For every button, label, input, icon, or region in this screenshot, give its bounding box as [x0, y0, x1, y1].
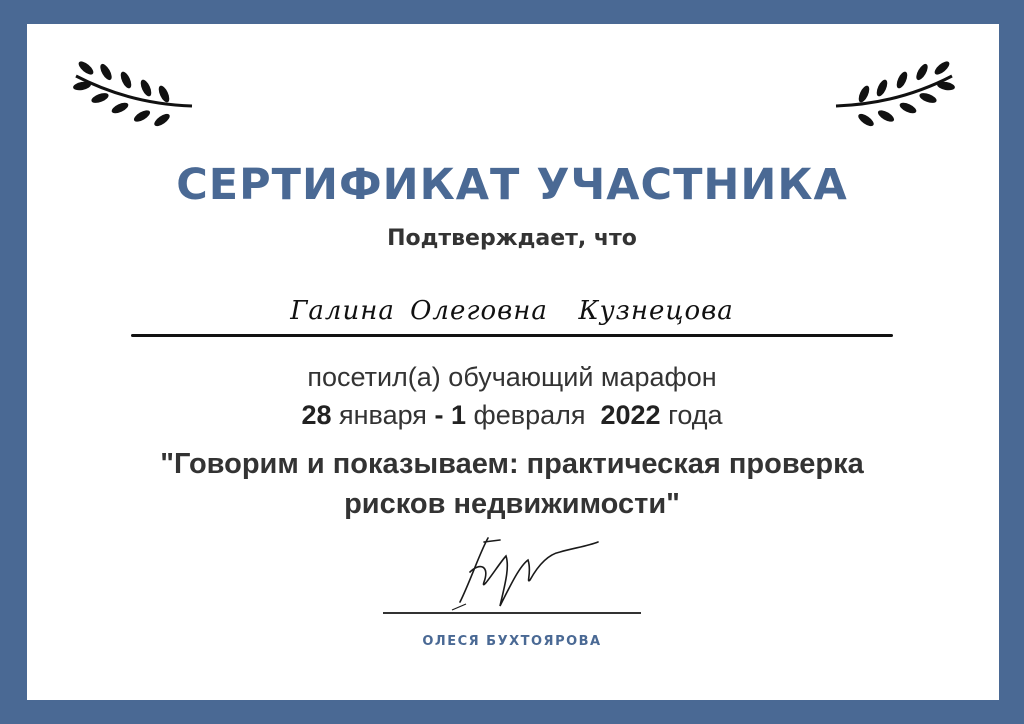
- laurel-branch-left-icon: [70, 56, 200, 136]
- end-day: 1: [450, 400, 466, 430]
- event-dates: [0, 400, 1024, 431]
- course-title-line1: "Говорим и показываем: практическая проверка: [160, 448, 864, 480]
- date-separator: -: [434, 400, 444, 430]
- recipient-underline: [131, 334, 893, 337]
- laurel-branch-right-icon: [828, 56, 958, 136]
- course-title: [0, 444, 1024, 524]
- course-title-line2: рисков недвижимости": [344, 488, 680, 520]
- start-month: января: [339, 400, 427, 430]
- year: 2022: [600, 400, 661, 430]
- attended-text: посетил(а) обучающий марафон: [307, 362, 717, 392]
- signature-line: [383, 612, 641, 614]
- handwritten-signature: [440, 532, 605, 612]
- signer-name: ОЛЕСЯ БУХТОЯРОВА: [422, 634, 602, 649]
- certificate-subtitle: Подтверждает, что: [387, 226, 637, 251]
- start-day: 28: [301, 400, 332, 430]
- year-word: года: [668, 400, 723, 430]
- certificate-title: СЕРТИФИКАТ УЧАСТНИКА: [176, 160, 848, 210]
- recipient-name: Галина Олеговна Кузнецова: [290, 296, 734, 326]
- end-month: февраля: [473, 400, 586, 430]
